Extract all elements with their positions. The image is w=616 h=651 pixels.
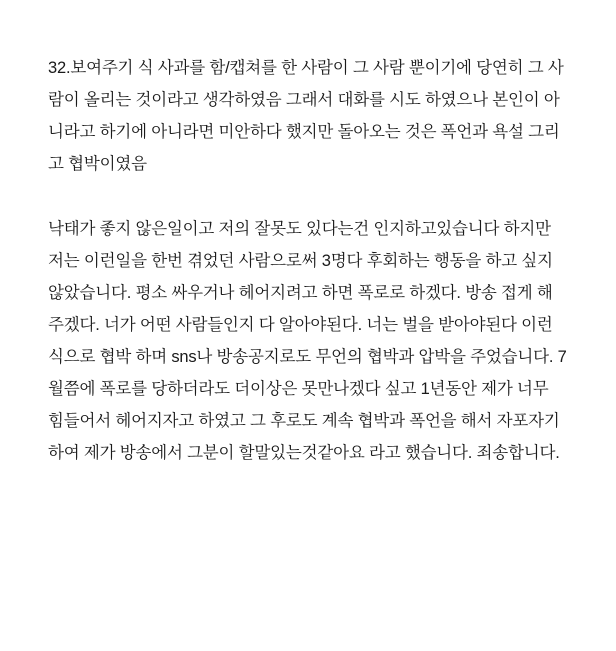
paragraph-1: 32.보여주기 식 사과를 함/캡쳐를 한 사람이 그 사람 뿐이기에 당연히 그 사람이 올리는 것이라고 생각하였음 그래서 대화를 시도 하였으나 본인이 아니라고 하기에 아니라면 미안하다 했지만 돌아오는 것은 폭언과 욕설 그리고 협박이였음 [48,59,564,173]
paragraph-2: 낙태가 좋지 않은일이고 저의 잘못도 있다는건 인지하고있습니다 하지만 저는 이런일을 한번 겪었던 사람으로써 3명다 후회하는 행동을 하고 싶지 않았습니다. 평소 싸우거나 헤어지려고 하면 폭로로 하겠다. 방송 접게 해주겠다. 너가 어떤 사람들인지 다 알아야된다. 너는 벌을 받아야된다 이런식으로 협박 하며 sns나 방송공지로도 무언의 협박과 압박을 주었습니다. 7월쯤에 폭로를 당하더라도 더이상은 못만나겠다 싶고 1년동안 제가 너무 힘들어서 헤어지자고 하였고 그 후로도 계속 협박과 폭언을 해서 자포자기하여 제가 방송에서 그분이 할말있는것같아요 라고 했습니다. 죄송합니다. [48,220,567,462]
